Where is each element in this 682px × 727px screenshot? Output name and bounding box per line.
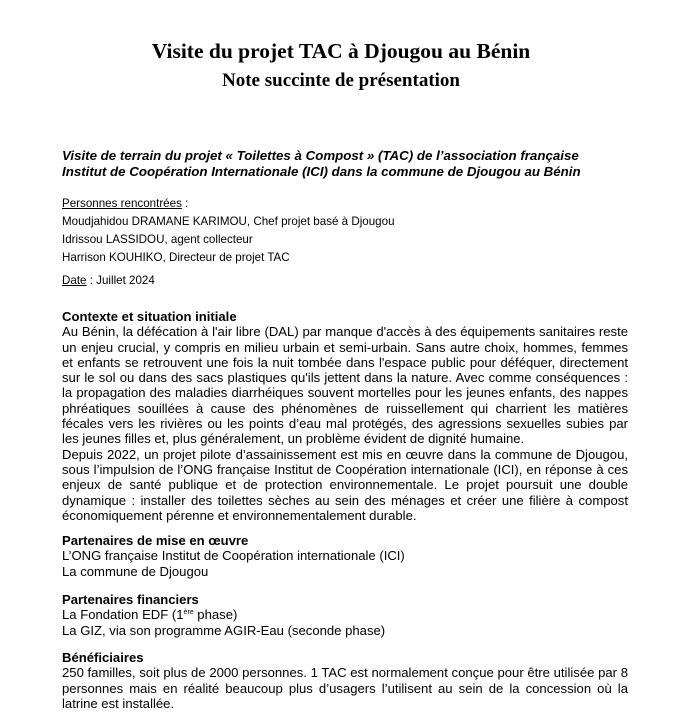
person-item: Idrissou LASSIDOU, agent collecteur xyxy=(62,233,253,246)
implementation-partners-heading: Partenaires de mise en œuvre xyxy=(62,533,249,548)
beneficiaries-heading: Bénéficiaires xyxy=(62,650,144,665)
document-title: Visite du projet TAC à Djougou au Bénin xyxy=(151,39,531,63)
context-paragraph-1: Au Bénin, la défécation à l'air libre (DAL) par manque d'accès à des équipements sanitaires reste un enjeu crucial, y compris en milieu urbain et semi-urbain. Sans autre choix, hommes, femmes et enfants se retrouvent une fois la nuit tombée dans l'espace public pour déféquer, directement sur le sol ou dans des sacs plastiques qu'ils jettent dans la nature. Avec comme conséquences : la propagation des maladies diarrhéiques souvent mortelles pour les jeunes enfants, des nappes phréatiques souillées à cause des phénomènes de ruissellement qui charrient les matières fécales vers les rivières ou les points d’eau mal protégés, des agressions sexuelles subies par les jeunes filles et, plus généralement, un problème évident de dignité humaine. xyxy=(62,324,628,447)
people-met-separator: : xyxy=(181,197,189,210)
people-met-label: Personnes rencontrées xyxy=(62,197,182,210)
financial-partner-edf-phase: phase) xyxy=(193,607,238,623)
date-line xyxy=(62,272,155,290)
beneficiaries-section xyxy=(62,650,628,711)
financial-partner-edf: La Fondation EDF (1 xyxy=(62,607,184,623)
financial-partners-section xyxy=(62,592,628,638)
beneficiaries-paragraph: 250 familles, soit plus de 2000 personnes. 1 TAC est normalement conçue pour être utilisée par 8 personnes mais en réalité beaucoup plus d’usagers l’utilisent au sein de la concession où la latrine est installée. xyxy=(62,665,628,711)
financial-partners-heading: Partenaires financiers xyxy=(62,592,199,607)
date-label: Date xyxy=(62,274,87,287)
person-item: Harrison KOUHIKO, Directeur de projet TAC xyxy=(62,251,290,264)
context-section xyxy=(62,309,628,523)
intro-heading-line-2: Institut de Coopération Internationale (ICI) dans la commune de Djougou au Bénin xyxy=(62,164,581,179)
financial-partner-item xyxy=(62,607,628,622)
people-met-label-line xyxy=(62,195,188,213)
implementation-partner-item: La commune de Djougou xyxy=(62,563,209,579)
date-separator: : xyxy=(86,274,97,287)
ordinal-superscript: ère xyxy=(183,609,194,617)
implementation-partners-section xyxy=(62,533,628,579)
implementation-partner-item: L’ONG française Institut de Coopération internationale (ICI) xyxy=(62,548,405,564)
context-paragraph-2: Depuis 2022, un projet pilote d’assainissement est mis en œuvre dans la commune de Djougou, sous l’impulsion de l’ONG française Institut de Coopération internationale (ICI), en réponse à ces enjeux de santé publique et de protection environnementale. Le projet poursuit une double dynamique : installer des toilettes sèches au sein des ménages et créer une filière à compost économiquement pérenne et environnementalement durable. xyxy=(62,446,628,523)
document-subtitle: Note succinte de présentation xyxy=(222,70,460,91)
date-value: Juillet 2024 xyxy=(96,274,155,287)
person-item: Moudjahidou DRAMANE KARIMOU, Chef projet basé à Djougou xyxy=(62,215,395,228)
financial-partner-item: La GIZ, via son programme AGIR-Eau (seconde phase) xyxy=(62,622,386,638)
context-heading: Contexte et situation initiale xyxy=(62,309,237,324)
intro-heading xyxy=(62,148,630,180)
intro-heading-line-1: Visite de terrain du projet « Toilettes à Compost » (TAC) de l’association française xyxy=(62,148,579,163)
